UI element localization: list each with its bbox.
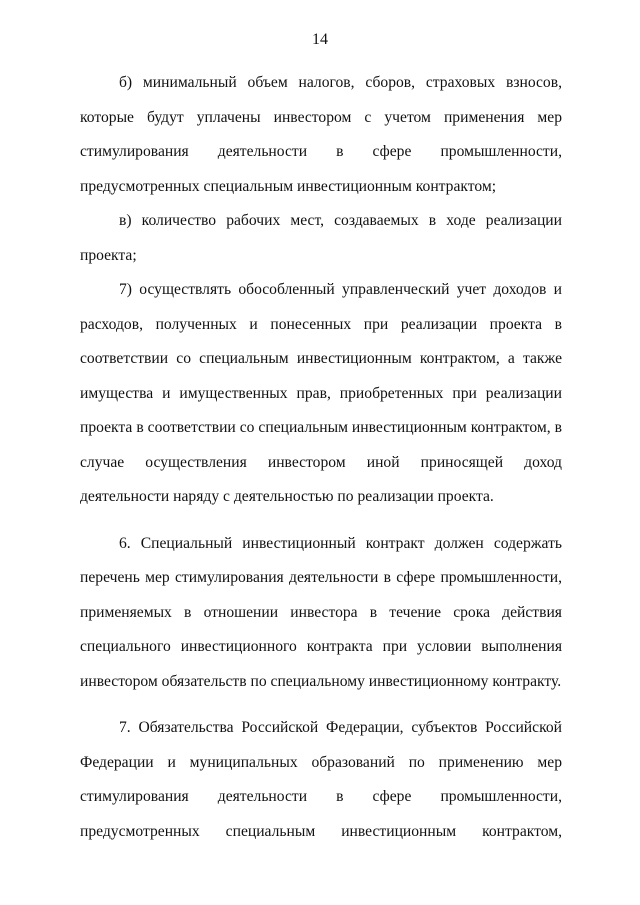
paragraph-section-6: 6. Специальный инвестиционный контракт должен содержать перечень мер стимулирования деятельности в сфере промышленности, применяемых в отношении инвестора в течение срока действия специального инвестиционного контракта при условии выполнения инвестором обязательств по специальному инвестиционному контракту. [80, 534, 562, 690]
paragraph-7: 7) осуществлять обособленный управленческий учет доходов и расходов, полученных и понесенных при реализации проекта в соответствии со специальным инвестиционным контрактом, а также имущества и имущественных прав, приобретенных при реализации проекта в соответствии со специальным инвестиционным контрактом, в случае осуществления инвестором иной приносящей доход деятельности наряду с деятельностью по реализации проекта. [80, 281, 562, 505]
paragraph-section-7: 7. Обязательства Российской Федерации, субъектов Российской Федерации и муниципальных образований по применению мер стимулирования деятельности в сфере промышленности, предусмотренных специальным инвестиционным контрактом, [80, 719, 562, 840]
document-body [80, 66, 562, 849]
paragraph-b: б) минимальный объем налогов, сборов, страховых взносов, которые будут уплачены инвестором с учетом применения мер стимулирования деятельности в сфере промышленности, предусмотренных специальным инвестиционным контрактом; [80, 74, 562, 195]
page-number: 14 [312, 31, 328, 48]
paragraph-v: в) количество рабочих мест, создаваемых в ходе реализации проекта; [80, 212, 562, 264]
